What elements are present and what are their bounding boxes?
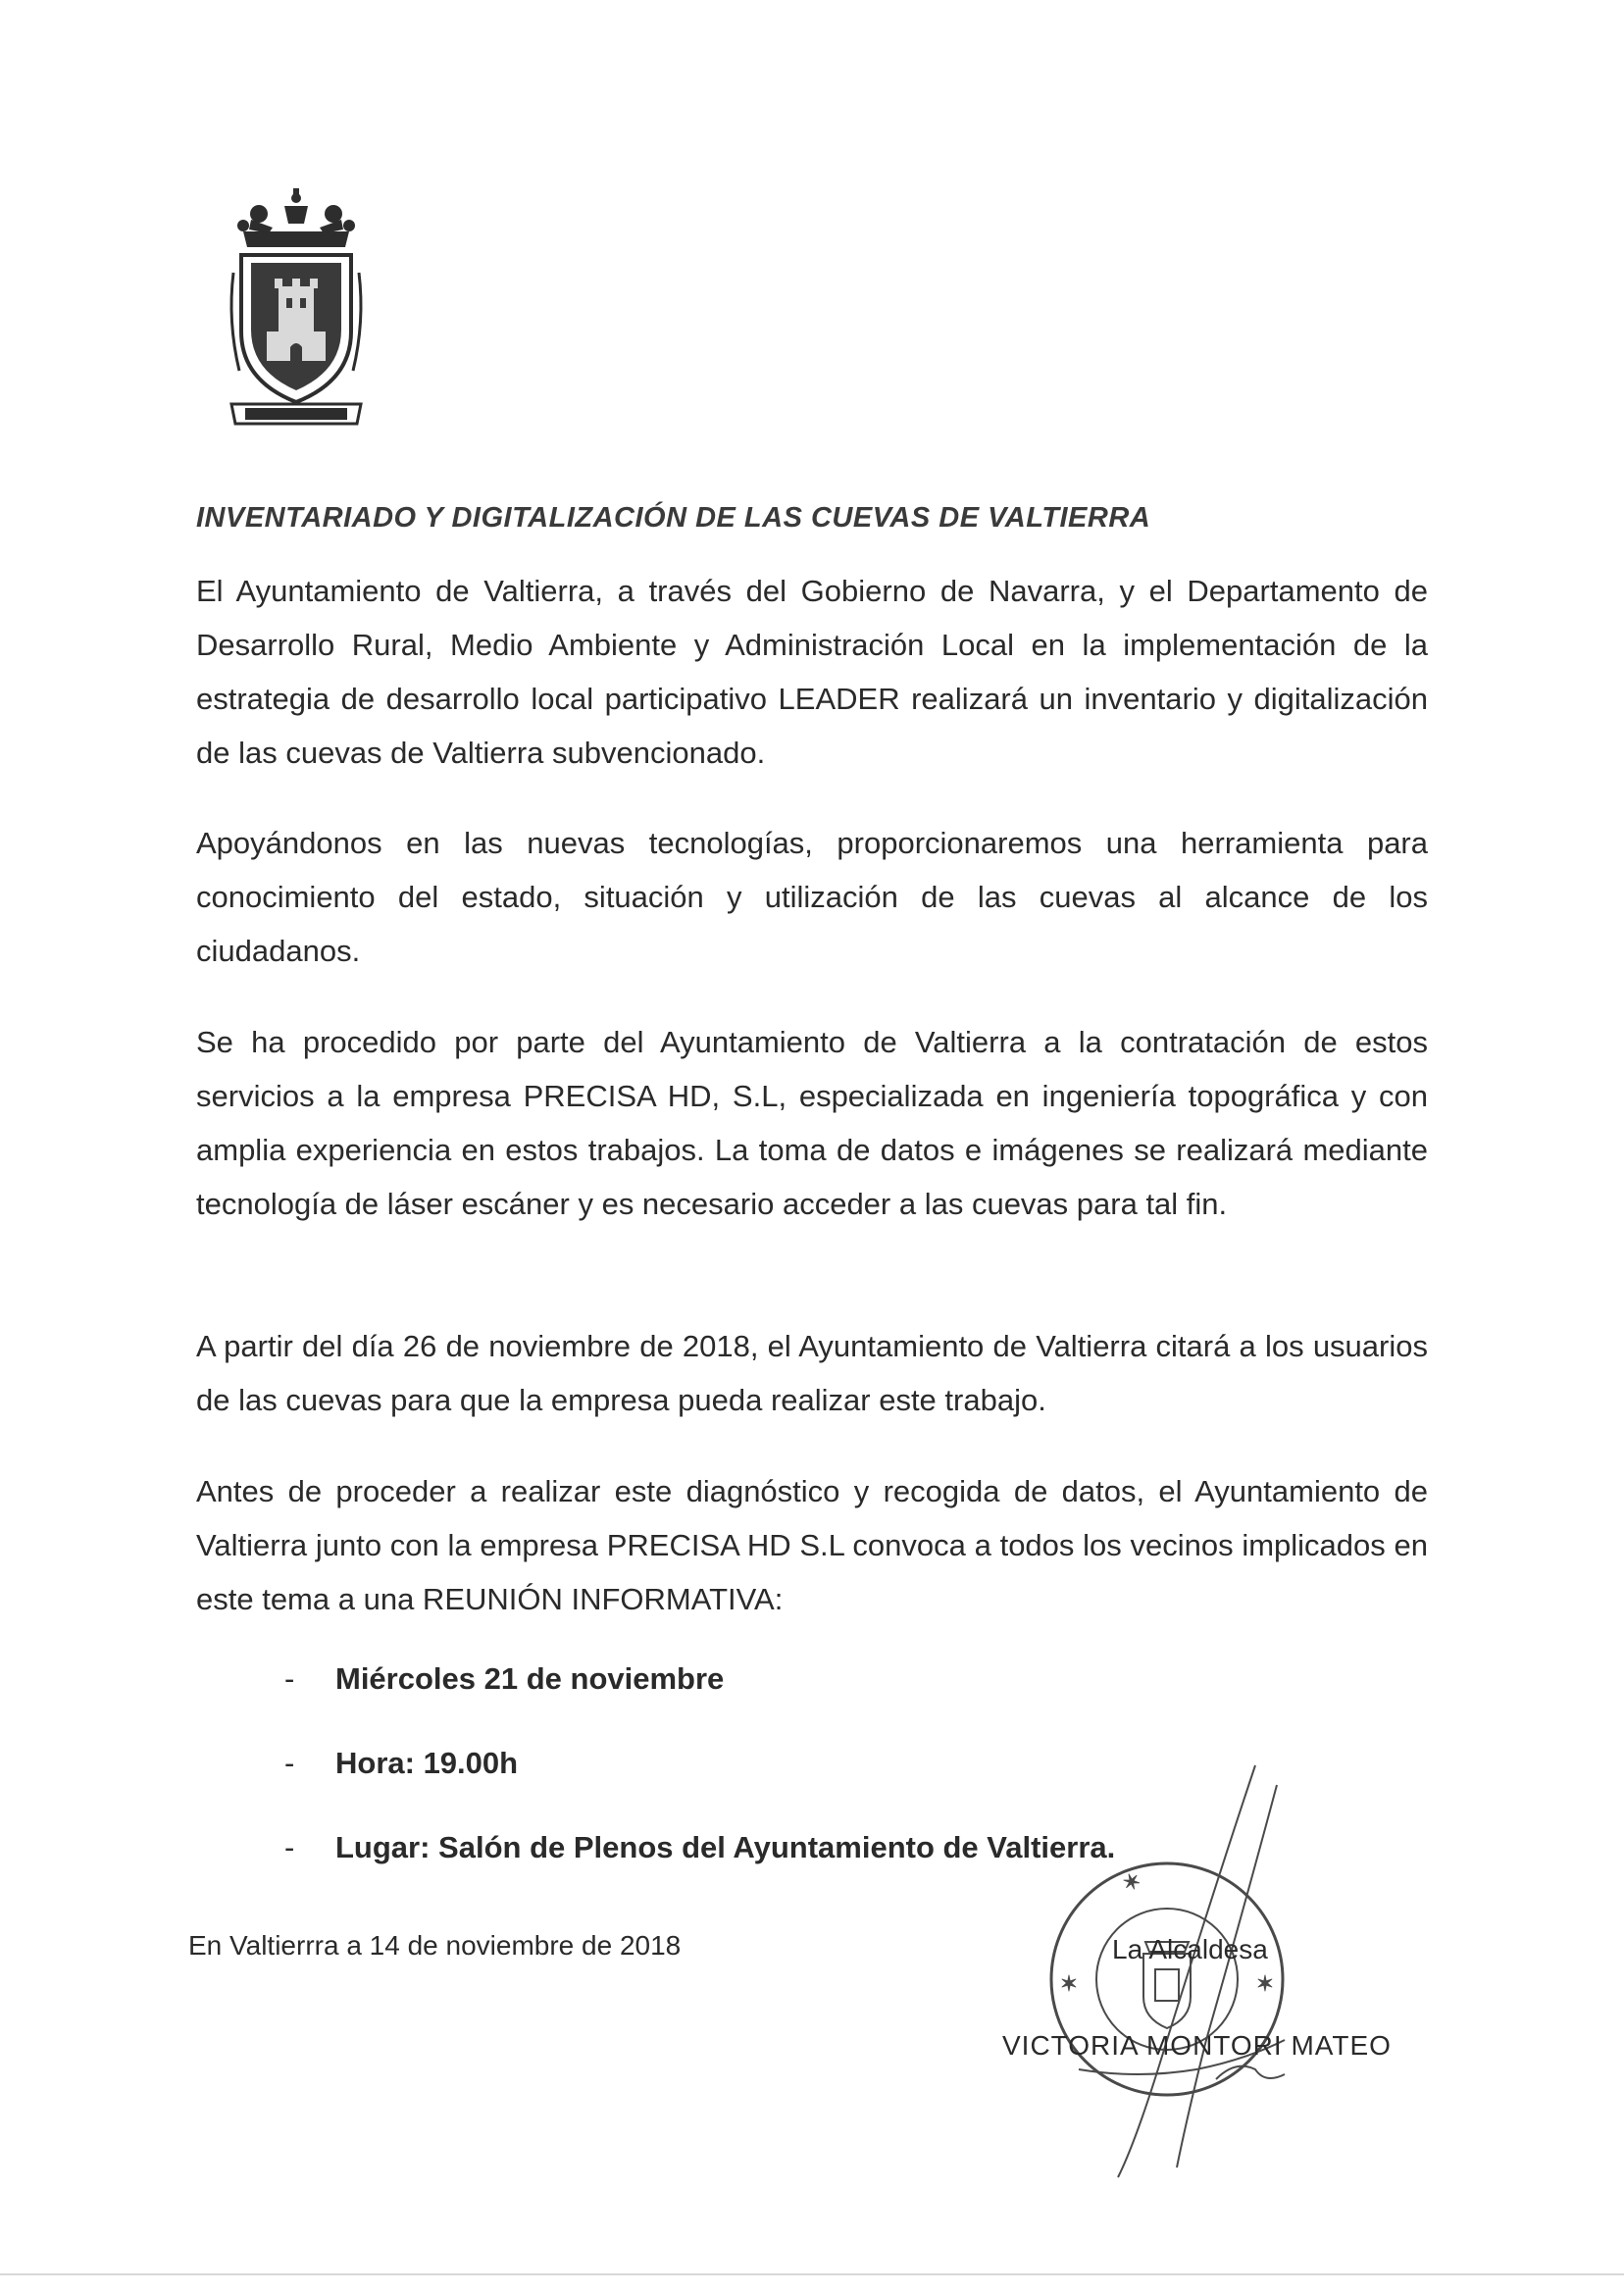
signer-name: VICTORIA MONTORI MATEO xyxy=(1002,2030,1392,2061)
municipal-seal-icon xyxy=(1020,1746,1314,2187)
svg-text:✶: ✶ xyxy=(1059,1971,1079,1996)
paragraph-contract: Se ha procedido por parte del Ayuntamiento de Valtierra a la contratación de estos servicios a la empresa PRECISA HD, S.L, especializada en ingeniería topográfica y con amplia experiencia en estos trabajos. La toma de datos e imágenes se realizará mediante tecnología de láser escáner y es necesario acceder a las cuevas para tal fin. xyxy=(196,1025,1428,1221)
list-bullet: - xyxy=(284,1830,295,1864)
list-bullet: - xyxy=(284,1746,295,1780)
svg-text:✶: ✶ xyxy=(1118,1866,1144,1897)
scan-edge-divider xyxy=(0,2273,1624,2275)
paragraph-meeting-intro: Antes de proceder a realizar este diagnóstico y recogida de datos, el Ayuntamiento de Valtierra junto con la empresa PRECISA HD S.L convoca a todos los vecinos implicados en este tema a una REUNIÓN INFORMATIVA: xyxy=(196,1474,1428,1616)
paragraph-intro: El Ayuntamiento de Valtierra, a través del Gobierno de Navarra, y el Departamento de Desarrollo Rural, Medio Ambiente y Administración Local en la implementación de la estrategia de desarrollo local participativo LEADER realizará un inventario y digitalización de las cuevas de Valtierra subvencionado. xyxy=(196,574,1428,770)
paragraph-technology: Apoyándonos en las nuevas tecnologías, proporcionaremos una herramienta para conocimiento del estado, situación y utilización de las cuevas al alcance de los ciudadanos. xyxy=(196,826,1428,968)
svg-text:✶: ✶ xyxy=(1255,1971,1275,1996)
place-and-date: En Valtierrra a 14 de noviembre de 2018 xyxy=(188,1930,682,1961)
paragraph-schedule: A partir del día 26 de noviembre de 2018, el Ayuntamiento de Valtierra citará a los usuarios de las cuevas para que la empresa pueda realizar este trabajo. xyxy=(196,1329,1428,1417)
coat-of-arms-icon xyxy=(224,184,369,432)
signer-role: La Alcaldesa xyxy=(1112,1934,1268,1964)
list-bullet: - xyxy=(284,1661,295,1696)
meeting-place: Lugar: Salón de Plenos del Ayuntamiento de Valtierra. xyxy=(335,1830,1116,1864)
meeting-time: Hora: 19.00h xyxy=(335,1746,519,1780)
meeting-date: Miércoles 21 de noviembre xyxy=(335,1661,725,1696)
document-title: INVENTARIADO Y DIGITALIZACIÓN DE LAS CUEVAS DE VALTIERRA xyxy=(196,502,1151,534)
